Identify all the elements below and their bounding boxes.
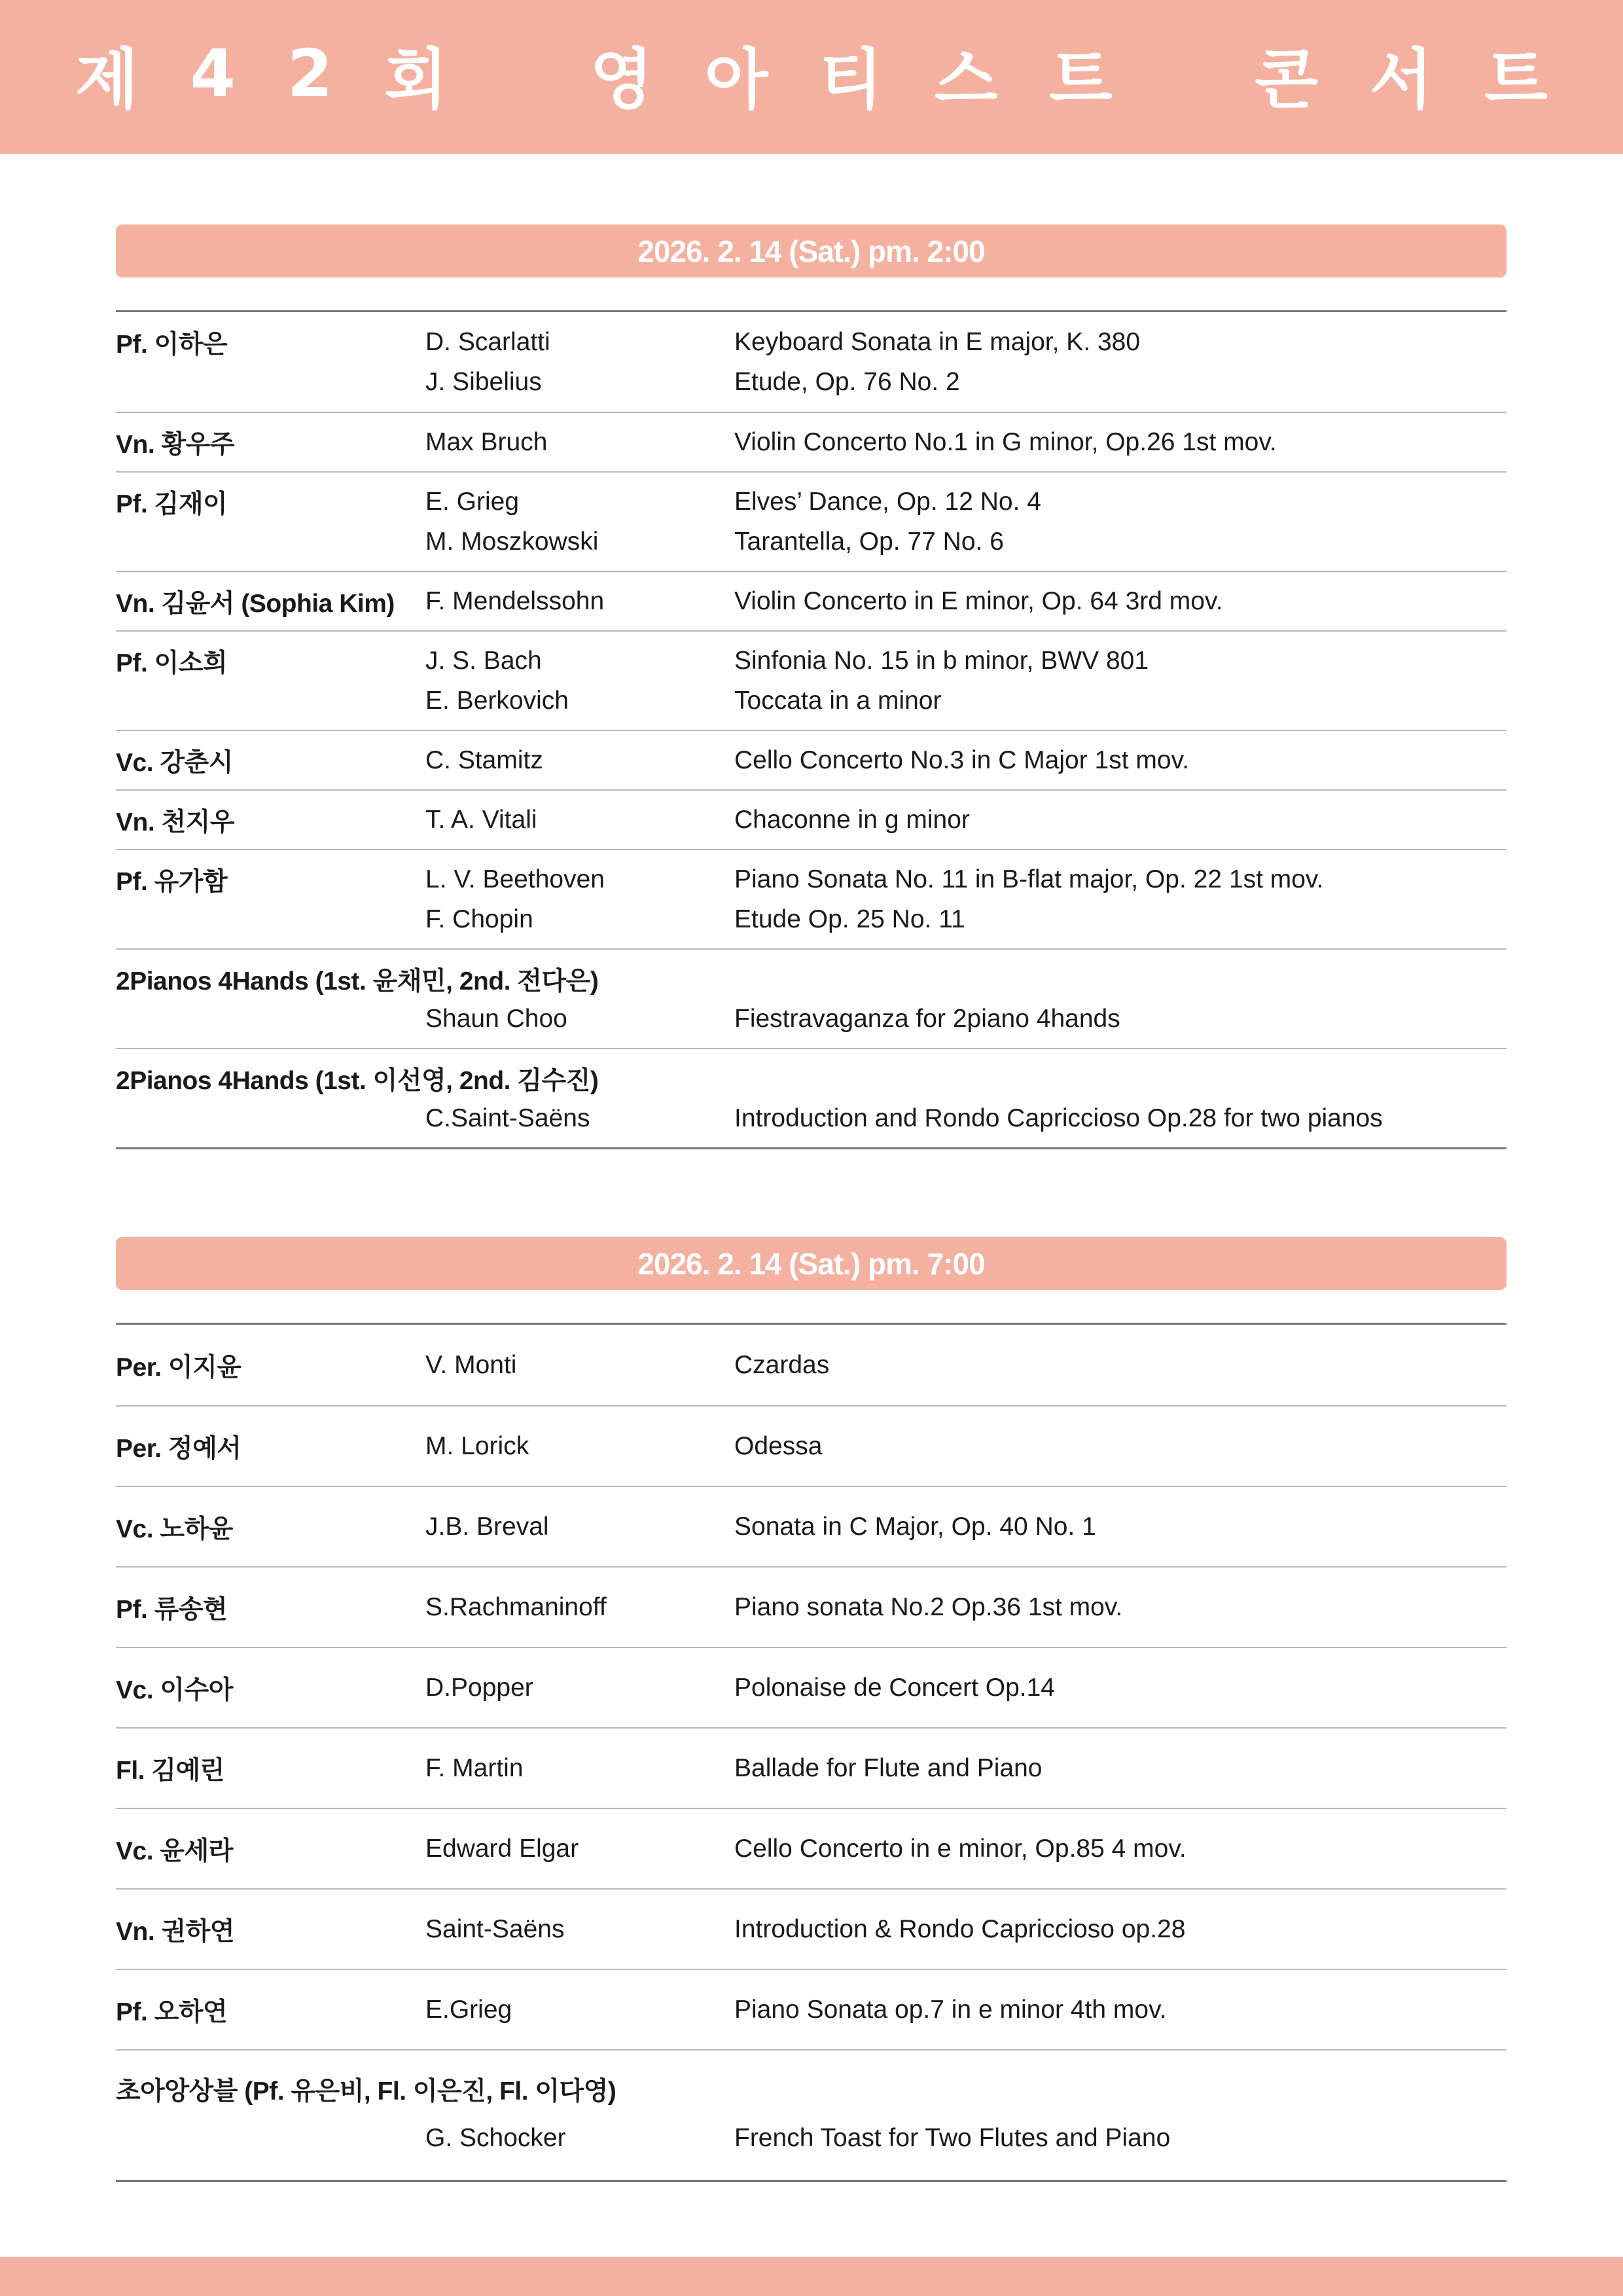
program-row	[116, 1325, 1507, 1405]
performer-name: Fl. 김예린	[116, 1756, 224, 1785]
program-row	[116, 1405, 1507, 1486]
piece-title: Sonata in C Major, Op. 40 No. 1	[734, 1512, 1096, 1541]
performer-name: Vn. 권하연	[116, 1917, 235, 1946]
composer: J. S. Bach	[425, 646, 542, 675]
composer: M. Lorick	[425, 1431, 529, 1460]
program-row	[116, 1969, 1507, 2049]
piece-title: Toccata in a minor	[734, 686, 942, 715]
performer-name: Vn. 천지우	[116, 808, 235, 836]
program-row	[116, 471, 1507, 571]
piece-title: Etude, Op. 76 No. 2	[734, 367, 960, 396]
work-line	[116, 681, 1507, 721]
page-title	[0, 0, 1623, 154]
title-char: 트	[1484, 41, 1548, 118]
piece-title: Violin Concerto in E minor, Op. 64 3rd mov.	[734, 586, 1223, 615]
work-line	[116, 859, 1507, 899]
piece-title: Czardas	[734, 1350, 830, 1379]
piece-title: Introduction and Rondo Capriccioso Op.28 for two pianos	[734, 1103, 1383, 1132]
composer: D. Scarlatti	[425, 327, 550, 356]
composer: F. Mendelssohn	[425, 586, 605, 615]
composer: J.B. Breval	[425, 1512, 549, 1541]
title-char: 티	[819, 41, 883, 118]
work-line	[116, 1990, 1507, 2030]
program-list	[116, 310, 1507, 1149]
work-line	[116, 1426, 1507, 1466]
work-line	[116, 1829, 1507, 1869]
work-line	[116, 581, 1507, 621]
performer-name: Pf. 이소희	[116, 649, 228, 677]
composer: V. Monti	[425, 1350, 517, 1379]
composer: T. A. Vitali	[425, 805, 537, 834]
title-char: 회	[384, 41, 448, 118]
piece-title: Cello Concerto No.3 in C Major 1st mov.	[734, 745, 1190, 774]
program-row	[116, 789, 1507, 849]
program-row	[116, 630, 1507, 730]
piece-title: Chaconne in g minor	[734, 805, 970, 834]
work-line	[116, 899, 1507, 939]
ensemble-name: 2Pianos 4Hands (1st. 이선영, 2nd. 김수진)	[116, 1066, 599, 1095]
composer: Saint-Saëns	[425, 1914, 565, 1943]
performer-name: Vc. 윤세라	[116, 1837, 233, 1865]
composer: F. Chopin	[425, 905, 533, 933]
piece-title: Piano sonata No.2 Op.36 1st mov.	[734, 1592, 1123, 1621]
title-char: 서	[1369, 41, 1433, 118]
composer: G. Schocker	[425, 2124, 566, 2152]
work-line	[116, 800, 1507, 840]
performer-name: Vc. 이수아	[116, 1676, 233, 1704]
program-row	[116, 1048, 1507, 1147]
program-row	[116, 571, 1507, 630]
program-list	[116, 1323, 1507, 2182]
piece-title: Piano Sonata op.7 in e minor 4th mov.	[734, 1995, 1167, 2024]
composer: C.Saint-Saëns	[425, 1103, 590, 1132]
work-line	[116, 2112, 1507, 2164]
performer-name: Vc. 강춘시	[116, 748, 233, 777]
performer-name: Vn. 황우주	[116, 430, 235, 459]
work-line	[116, 522, 1507, 562]
group-line	[116, 959, 1507, 999]
performer-name: Pf. 이하은	[116, 330, 228, 359]
work-line	[116, 422, 1507, 462]
program-row	[116, 1888, 1507, 1969]
program-row	[116, 2049, 1507, 2180]
composer: M. Moszkowski	[425, 527, 599, 556]
title-char: 영	[590, 41, 654, 118]
ensemble-name: 2Pianos 4Hands (1st. 윤채민, 2nd. 전다은)	[116, 967, 599, 996]
composer: F. Martin	[425, 1753, 524, 1782]
work-line	[116, 1507, 1507, 1547]
composer: C. Stamitz	[425, 745, 543, 774]
composer: E.Grieg	[425, 1995, 512, 2024]
session-date: 2026. 2. 14 (Sat.) pm. 7:00	[637, 1246, 985, 1281]
program-row	[116, 1566, 1507, 1647]
work-line	[116, 482, 1507, 522]
program-row	[116, 1486, 1507, 1566]
piece-title: Sinfonia No. 15 in b minor, BWV 801	[734, 646, 1149, 675]
session-evening	[116, 1237, 1507, 2182]
piece-title: Ballade for Flute and Piano	[734, 1753, 1043, 1782]
performer-name: Pf. 김재이	[116, 490, 228, 518]
session-date-bar	[116, 1237, 1507, 1290]
piece-title: Odessa	[734, 1431, 823, 1460]
performer-name: Per. 정예서	[116, 1434, 241, 1463]
piece-title: Introduction & Rondo Capriccioso op.28	[734, 1914, 1186, 1943]
program-row	[116, 849, 1507, 948]
performer-name: Vc. 노하윤	[116, 1515, 233, 1543]
title-char: 스	[934, 41, 998, 118]
piece-title: Keyboard Sonata in E major, K. 380	[734, 327, 1141, 356]
performer-name: Vn. 김윤서 (Sophia Kim)	[116, 589, 395, 618]
work-line	[116, 641, 1507, 681]
session-date: 2026. 2. 14 (Sat.) pm. 2:00	[637, 234, 985, 268]
piece-title: French Toast for Two Flutes and Piano	[734, 2124, 1171, 2152]
piece-title: Piano Sonata No. 11 in B-flat major, Op. 22 1st mov.	[734, 865, 1324, 893]
session-date-bar	[116, 224, 1507, 278]
title-char: 트	[1049, 41, 1113, 118]
program-row	[116, 1808, 1507, 1888]
program-row	[116, 312, 1507, 412]
work-line	[116, 1668, 1507, 1708]
work-line	[116, 1098, 1507, 1138]
piece-title: Violin Concerto No.1 in G minor, Op.26 1st mov.	[734, 427, 1277, 456]
work-line	[116, 740, 1507, 780]
title-char: 2	[287, 35, 333, 112]
piece-title: Etude Op. 25 No. 11	[734, 905, 965, 933]
composer: Shaun Choo	[425, 1004, 567, 1033]
title-char: 콘	[1255, 41, 1318, 118]
composer: L. V. Beethoven	[425, 865, 605, 893]
composer: S.Rachmaninoff	[425, 1592, 607, 1621]
performer-name: Per. 이지윤	[116, 1353, 241, 1382]
program-row	[116, 1647, 1507, 1727]
title-char: 제	[75, 41, 139, 118]
work-line	[116, 1748, 1507, 1788]
program-row	[116, 412, 1507, 471]
composer: Max Bruch	[425, 427, 548, 456]
footer-band	[0, 2257, 1623, 2296]
program-row	[116, 948, 1507, 1048]
group-line	[116, 2066, 1507, 2112]
work-line	[116, 1587, 1507, 1627]
piece-title: Polonaise de Concert Op.14	[734, 1673, 1055, 1702]
piece-title: Fiestravaganza for 2piano 4hands	[734, 1004, 1120, 1033]
performer-name: Pf. 류송현	[116, 1595, 228, 1624]
composer: E. Berkovich	[425, 686, 569, 715]
program-row	[116, 1727, 1507, 1808]
session-afternoon	[116, 224, 1507, 1149]
work-line	[116, 1909, 1507, 1949]
performer-name: Pf. 오하연	[116, 1998, 228, 2026]
composer: Edward Elgar	[425, 1834, 579, 1863]
piece-title: Elves’ Dance, Op. 12 No. 4	[734, 487, 1041, 516]
group-line	[116, 1058, 1507, 1098]
title-char: 4	[190, 35, 236, 112]
program-row	[116, 730, 1507, 789]
piece-title: Tarantella, Op. 77 No. 6	[734, 527, 1004, 556]
ensemble-name: 초아앙상블 (Pf. 유은비, Fl. 이은진, Fl. 이다영)	[116, 2077, 616, 2106]
work-line	[116, 999, 1507, 1039]
piece-title: Cello Concerto in e minor, Op.85 4 mov.	[734, 1834, 1186, 1863]
work-line	[116, 322, 1507, 362]
work-line	[116, 362, 1507, 402]
composer: E. Grieg	[425, 487, 520, 516]
work-line	[116, 1345, 1507, 1385]
composer: J. Sibelius	[425, 367, 542, 396]
composer: D.Popper	[425, 1673, 533, 1702]
title-char: 아	[704, 41, 768, 118]
performer-name: Pf. 유가함	[116, 867, 228, 896]
